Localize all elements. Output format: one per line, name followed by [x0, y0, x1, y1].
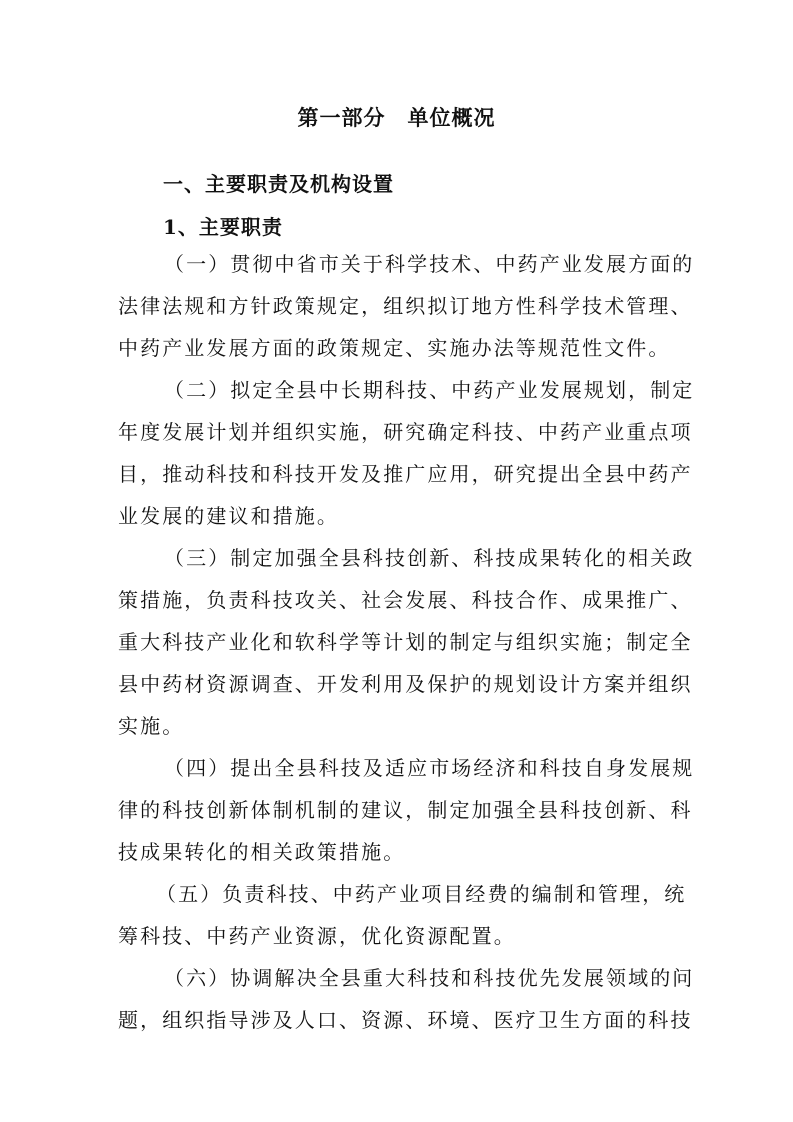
subsection-heading: 1、主要职责 [163, 215, 283, 239]
paragraph-line: 法律法规和方针政策规定，组织拟订地方性科学技术管理、 [118, 294, 693, 318]
paragraph-line: 目，推动科技和科技开发及推广应用，研究提出全县中药产 [118, 462, 693, 486]
paragraph-line: 策措施，负责科技攻关、社会发展、科技合作、成果推广、 [118, 588, 693, 612]
paragraph-line: 律的科技创新体制机制的建议，制定加强全县科技创新、科 [118, 798, 693, 822]
paragraph-line: 题，组织指导涉及人口、资源、环境、医疗卫生方面的科技 [118, 1008, 693, 1032]
paragraph-3 [118, 537, 695, 747]
paragraph-line: 中药产业发展方面的政策规定、实施办法等规范性文件。 [118, 336, 671, 360]
paragraph-line: 业发展的建议和措施。 [118, 504, 339, 528]
paragraph-line: 筹科技、中药产业资源，优化资源配置。 [118, 924, 516, 948]
paragraph-line: 实施。 [118, 714, 185, 738]
paragraph-line: （五）负责科技、中药产业项目经费的编制和管理，统 [156, 882, 687, 906]
paragraph-4 [118, 747, 695, 873]
paragraph-line: （二）拟定全县中长期科技、中药产业发展规划，制定 [164, 378, 695, 402]
paragraph-line: 县中药材资源调查、开发利用及保护的规划设计方案并组织 [118, 672, 693, 696]
paragraph-5 [118, 873, 687, 957]
paragraph-line: 年度发展计划并组织实施，研究确定科技、中药产业重点项 [118, 420, 693, 444]
paragraph-line: （四）提出全县科技及适应市场经济和科技自身发展规 [164, 756, 695, 780]
paragraph-line: 技成果转化的相关政策措施。 [118, 840, 406, 864]
paragraph-line: （一）贯彻中省市关于科学技术、中药产业发展方面的 [164, 252, 695, 276]
section-heading: 一、主要职责及机构设置 [163, 172, 394, 196]
paragraph-line: 重大科技产业化和软科学等计划的制定与组织实施；制定全 [118, 630, 693, 654]
paragraph-line: （六）协调解决全县重大科技和科技优先发展领域的问 [164, 966, 695, 990]
paragraph-6 [118, 957, 695, 1041]
paragraph-line: （三）制定加强全县科技创新、科技成果转化的相关政 [164, 546, 695, 570]
page-title: 第一部分 单位概况 [297, 105, 496, 130]
paragraph-2 [118, 369, 695, 537]
paragraph-1 [118, 243, 695, 369]
